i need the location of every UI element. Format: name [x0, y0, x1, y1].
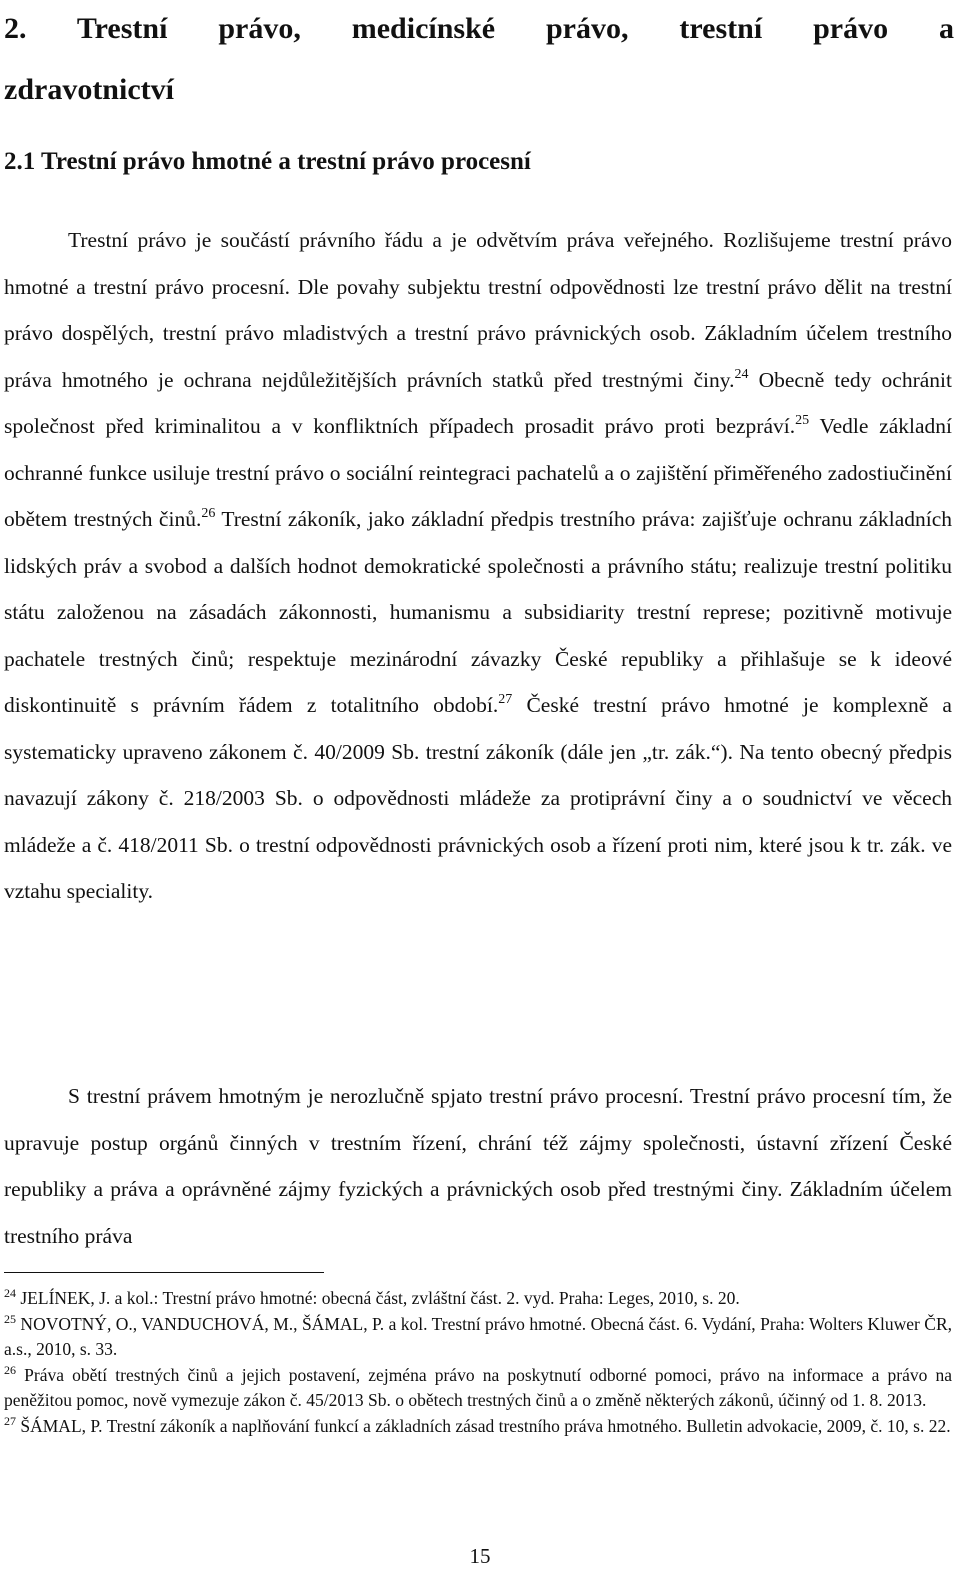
- footnote-reference: 26: [201, 506, 216, 521]
- chapter-heading: 2. Trestní právo, medicínské právo, trestní právo a zdravotnictví: [4, 12, 954, 106]
- footnote-text: NOVOTNÝ, O., VANDUCHOVÁ, M., ŠÁMAL, P. a kol. Trestní právo hmotné. Obecná část. 6. Vydání, Praha: Wolters Kluwer ČR, a.s., 2010, s. 33.: [4, 1313, 952, 1359]
- footnote: [4, 1363, 952, 1414]
- footnote-number: 25: [4, 1311, 16, 1326]
- footnote-reference: 24: [734, 366, 749, 382]
- footnote: [4, 1312, 952, 1363]
- paragraph-text: Trestní zákoník, jako základní předpis trestního práva: zajišťuje ochranu základních lidských práv a svobod a dalších hodnot demokratické společnosti a právního státu; realizuje trestní politiku státu založenou na zásadách zákonnosti, humanismu a subsidiarity trestní represe; pozitivně motivuje pachatele trestných činů; respektuje mezinárodní závazky České republiky a přihlašuje se k ideové diskontinuitě s právním řádem z totalitního období.: [4, 507, 953, 717]
- footnote-text: ŠÁMAL, P. Trestní zákoník a naplňování funkcí a základních zásad trestního práva hmotného. Bulletin advokacie, 2009, č. 10, s. 22.: [16, 1415, 951, 1436]
- page-number: 15: [469, 1544, 491, 1568]
- footnote: [4, 1286, 952, 1312]
- footnote-separator: [4, 1272, 324, 1273]
- body-paragraph: [4, 217, 952, 915]
- footnotes: [4, 1286, 952, 1439]
- footnote-number: 26: [4, 1362, 16, 1377]
- footnote-text: JELÍNEK, J. a kol.: Trestní právo hmotné: obecná část, zvláštní část. 2. vyd. Praha: Leges, 2010, s. 20.: [16, 1288, 740, 1308]
- paragraph-text: Vedle základní ochranné funkce usiluje trestní právo o sociální reintegraci pachatelů a o zajištění přiměřeného zadostiučinění obětem trestných činů.: [4, 414, 952, 531]
- paragraph-text: Obecně tedy ochránit společnost před kriminalitou a v konfliktních případech prosadit právo proti bezpráví.: [4, 367, 952, 438]
- paragraph-text: České trestní právo hmotné je komplexně a systematicky upraveno zákonem č. 40/2009 Sb. trestní zákoník (dále jen „tr. zák.“). Na tento obecný předpis navazují zákony č. 218/2003 Sb. o odpovědnosti mládeže za protiprávní činy a o soudnictví ve věcech mládeže a č. 418/2011 Sb. o trestní odpovědnosti právnických osob a řízení proti nim, které jsou k tr. zák. ve vztahu speciality.: [4, 693, 952, 903]
- footnote-reference: 27: [498, 692, 513, 707]
- paragraph-text: Trestní právo je součástí právního řádu a je odvětvím práva veřejného. Rozlišujeme trestní právo hmotné a trestní právo procesní. Dle povahy subjektu trestní odpovědnosti lze trestní právo dělit na trestní právo dospělých, trestní právo mladistvých a trestní právo právnických osob. Základním účelem trestního práva hmotného je ochrana nejdůležitějších právních statků před trestnými činy.: [4, 228, 952, 392]
- footnote-number: 27: [4, 1413, 16, 1428]
- footnote-number: 24: [4, 1286, 16, 1300]
- footnote-text: Práva obětí trestných činů a jejich postavení, zejména právo na poskytnutí odborné pomoci, právo na informace a právo na peněžitou pomoc, nově vymezuje zákon č. 45/2013 Sb. o obětech trestných činů a o změně některých zákonů, účinný od 1. 8. 2013.: [4, 1364, 952, 1410]
- body-paragraph: S trestní právem hmotným je nerozlučně spjato trestní právo procesní. Trestní právo procesní tím, že upravuje postup orgánů činných v trestním řízení, chrání též zájmy společnosti, ústavní zřízení České republiky a práva a oprávněné zájmy fyzických a právnických osob před trestnými činy. Základním účelem trestního práva: [4, 1084, 952, 1248]
- footnote: [4, 1414, 952, 1440]
- section-heading: 2.1 Trestní právo hmotné a trestní právo procesní: [4, 148, 531, 175]
- footnote-reference: 25: [795, 413, 810, 428]
